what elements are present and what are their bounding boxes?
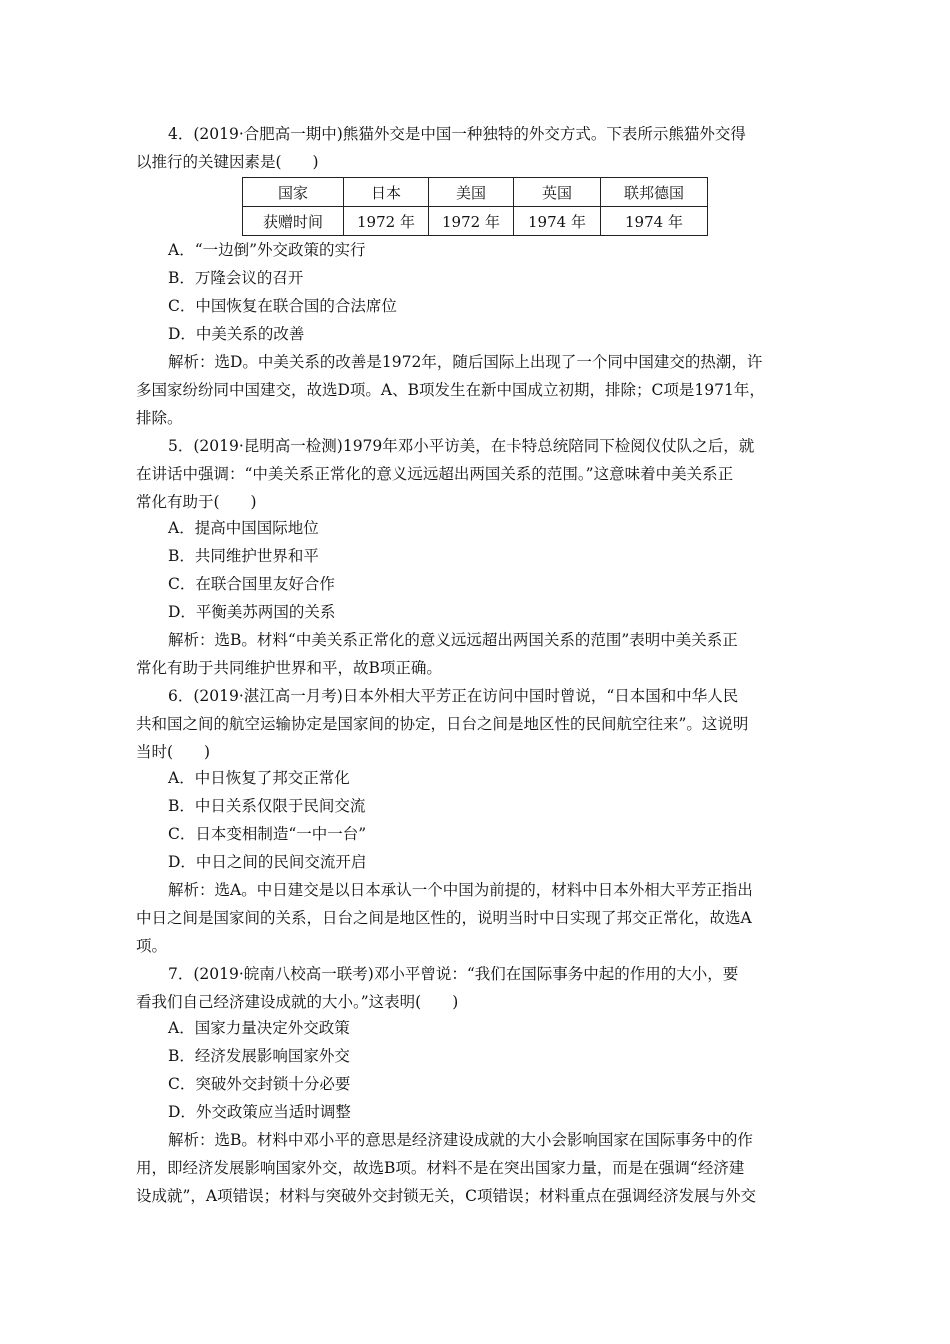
- table-row: [243, 207, 708, 236]
- table-cell: 日本: [344, 178, 429, 207]
- q7-option-b: B．经济发展影响国家外交: [168, 1047, 350, 1065]
- table-cell: 联邦德国: [601, 178, 708, 207]
- q5-analysis-line-1: 解析：选B。材料“中美关系正常化的意义远远超出两国关系的范围”表明中美关系正: [168, 631, 738, 649]
- q5-option-b: B．共同维护世界和平: [168, 547, 319, 565]
- q5-option-d: D．平衡美苏两国的关系: [168, 603, 336, 621]
- q4-analysis-line-1: 解析：选D。中美关系的改善是1972年，随后国际上出现了一个同中国建交的热潮，许: [168, 353, 763, 371]
- table-cell: 1972 年: [429, 207, 514, 236]
- panda-gift-table: [242, 177, 708, 236]
- q7-option-c: C．突破外交封锁十分必要: [168, 1075, 351, 1093]
- table-cell: 1974 年: [601, 207, 708, 236]
- q5-option-a: A．提高中国国际地位: [168, 519, 319, 537]
- table-cell: 英国: [514, 178, 601, 207]
- q6-option-c: C．日本变相制造“一中一台”: [168, 825, 367, 843]
- q6-stem-line-1: 6．(2019·湛江高一月考)日本外相大平芳正在访问中国时曾说，“日本国和中华人民: [168, 687, 739, 705]
- q4-stem-line-2: 以推行的关键因素是( ): [136, 153, 319, 171]
- table-cell: 国家: [243, 178, 344, 207]
- q4-option-d: D．中美关系的改善: [168, 325, 305, 343]
- q6-option-a: A．中日恢复了邦交正常化: [168, 769, 350, 787]
- q7-option-a: A．国家力量决定外交政策: [168, 1019, 350, 1037]
- q6-stem-line-2: 共和国之间的航空运输协定是国家间的协定，日台之间是地区性的民间航空往来”。这说明: [136, 715, 749, 733]
- q5-option-c: C．在联合国里友好合作: [168, 575, 335, 593]
- q7-analysis-line-3: 设成就”，A项错误；材料与突破外交封锁无关，C项错误；材料重点在强调经济发展与外交: [136, 1187, 756, 1205]
- q7-stem-line-1: 7．(2019·皖南八校高一联考)邓小平曾说：“我们在国际事务中起的作用的大小，要: [168, 965, 739, 983]
- q6-analysis-line-1: 解析：选A。中日建交是以日本承认一个中国为前提的，材料中日本外相大平芳正指出: [168, 881, 753, 899]
- table-cell: 1972 年: [344, 207, 429, 236]
- q4-option-b: B．万隆会议的召开: [168, 269, 304, 287]
- table-header-row: [243, 178, 708, 207]
- q4-stem-line-1: 4．(2019·合肥高一期中)熊猫外交是中国一种独特的外交方式。下表所示熊猫外交得: [168, 125, 746, 143]
- q7-option-d: D．外交政策应当适时调整: [168, 1103, 351, 1121]
- q7-analysis-line-2: 用，即经济发展影响国家外交，故选B项。材料不是在突出国家力量，而是在强调“经济建: [136, 1159, 745, 1177]
- table-cell: 1974 年: [514, 207, 601, 236]
- q6-analysis-line-2: 中日之间是国家间的关系，日台之间是地区性的，说明当时中日实现了邦交正常化，故选A: [136, 909, 752, 927]
- q5-analysis-line-2: 常化有助于共同维护世界和平，故B项正确。: [136, 659, 442, 677]
- table-cell: 获赠时间: [243, 207, 344, 236]
- table-cell: 美国: [429, 178, 514, 207]
- q4-option-c: C．中国恢复在联合国的合法席位: [168, 297, 397, 315]
- q6-option-b: B．中日关系仅限于民间交流: [168, 797, 366, 815]
- q5-stem-line-3: 常化有助于( ): [136, 493, 257, 511]
- q7-stem-line-2: 看我们自己经济建设成就的大小。”这表明( ): [136, 993, 459, 1011]
- q4-analysis-line-2: 多国家纷纷同中国建交，故选D项。A、B项发生在新中国成立初期，排除；C项是1971年，: [136, 381, 765, 399]
- q5-stem-line-1: 5．(2019·昆明高一检测)1979年邓小平访美，在卡特总统陪同下检阅仪仗队之后，就: [168, 437, 755, 455]
- q5-stem-line-2: 在讲话中强调：“中美关系正常化的意义远远超出两国关系的范围。”这意味着中美关系正: [136, 465, 734, 483]
- q4-analysis-line-3: 排除。: [136, 409, 183, 427]
- q6-option-d: D．中日之间的民间交流开启: [168, 853, 367, 871]
- q6-analysis-line-3: 项。: [136, 937, 168, 955]
- q7-analysis-line-1: 解析：选B。材料中邓小平的意思是经济建设成就的大小会影响国家在国际事务中的作: [168, 1131, 753, 1149]
- q4-option-a: A．“一边倒”外交政策的实行: [168, 241, 366, 259]
- q6-stem-line-3: 当时( ): [136, 743, 211, 761]
